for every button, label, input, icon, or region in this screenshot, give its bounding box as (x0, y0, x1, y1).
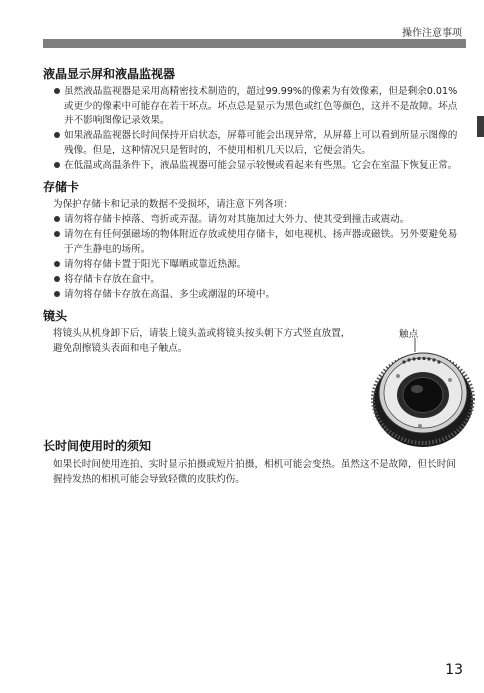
section-body: 将镜头从机身卸下后，请装上镜头盖或将镜头按头朝下方式竖直放置，避免刮擦镜头表面和电子触点。 (53, 328, 351, 354)
section-intro: 为保护存储卡和记录的数据不受损坏，请注意下列各项： (53, 199, 293, 210)
section-title: 镜头 (43, 309, 68, 323)
list-item-text: 如果液晶监视器长时间保持开启状态，屏幕可能会出现异常，从屏幕上可以看到所显示图像的残像。但是，这种情况只是暂时的，不使用相机几天以后，它便会消失。 (64, 130, 458, 156)
section-body: 如果长时间使用连拍、实时显示拍摄或短片拍摄，相机可能会变热。虽然这不是故障，但长时间握持发热的相机可能会导致轻微的皮肤灼伤。 (53, 459, 456, 485)
bullet-icon (54, 132, 60, 138)
list-item (43, 129, 463, 158)
bullet-icon (54, 88, 60, 94)
chapter-tab-marker (477, 116, 484, 137)
mount-screw (396, 374, 400, 378)
list-item (43, 288, 463, 303)
page-content (43, 66, 463, 487)
rear-lens-element (403, 378, 443, 413)
list-item-text: 请勿在有任何强磁场的物体附近存放或使用存储卡，如电视机、扬声器或磁铁。另外要避免易于产生静电的场所。 (64, 229, 458, 255)
bullet-list (43, 213, 463, 302)
figure-label-contacts: 触点 (399, 329, 419, 340)
header-rule (43, 39, 466, 48)
mount-screw (418, 424, 422, 428)
section-title: 长时间使用时的须知 (43, 439, 152, 453)
list-item-text: 将存储卡存放在盒中。 (64, 273, 160, 285)
section-title: 液晶显示屏和液晶监视器 (43, 67, 176, 81)
list-item (43, 228, 463, 257)
list-item (43, 85, 463, 129)
bullet-icon (54, 216, 60, 222)
bullet-list (43, 85, 463, 173)
list-item-text: 请勿将存储卡置于阳光下曝晒或靠近热源。 (64, 258, 247, 270)
list-item-text: 请勿将存储卡掉落、弯折或弄湿。请勿对其施加过大外力、使其受到撞击或震动。 (64, 214, 410, 225)
list-item (43, 159, 463, 174)
list-item-text: 在低温或高温条件下，液晶监视器可能会显示较慢或看起来有些黑。它会在室温下恢复正常。 (64, 159, 458, 171)
bullet-icon (54, 261, 60, 267)
bullet-icon (54, 276, 60, 282)
section-memory-card (43, 179, 463, 302)
header-title: 操作注意事项 (402, 28, 462, 39)
section-title: 存储卡 (43, 180, 80, 194)
section-lens (43, 308, 463, 434)
list-item (43, 258, 463, 273)
bullet-icon (54, 291, 60, 297)
list-item (43, 213, 463, 228)
list-item-text: 请勿将存储卡存放在高温、多尘或潮湿的环境中。 (64, 288, 276, 300)
lens-reflection (411, 385, 423, 393)
mount-screw (448, 378, 452, 382)
list-item (43, 273, 463, 288)
bullet-icon (54, 162, 60, 168)
lens-mount-illustration (368, 338, 478, 450)
bullet-icon (54, 231, 60, 237)
section-lcd (43, 66, 463, 173)
page-number: 13 (445, 662, 463, 678)
list-item-text: 虽然液晶监视器是采用高精密技术制造的，超过99.99%的像素为有效像素，但是剩余0.01%或更少的像素中可能存在若干坏点。坏点总是显示为黑色或红色等颜色，这并不是故障。坏点并不影响图像记录效果。 (64, 86, 458, 126)
